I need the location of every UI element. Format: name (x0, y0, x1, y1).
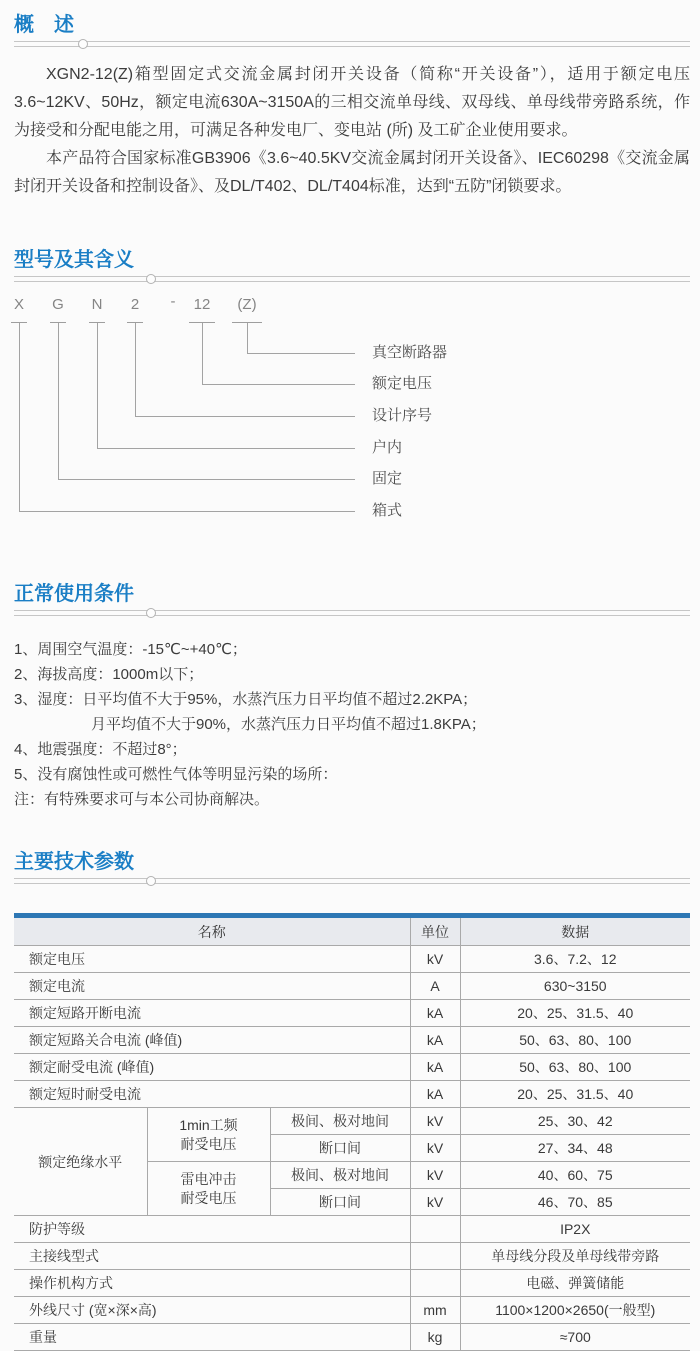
sub-row-name: 断口间 (270, 1189, 410, 1216)
section-overview-header (14, 12, 690, 47)
model-label-indoor: 户内 (372, 439, 403, 456)
row-unit: kA (410, 1027, 460, 1054)
table-row (14, 1243, 690, 1270)
table-row (14, 1270, 690, 1297)
row-unit: kV (410, 946, 460, 973)
row-data: 40、60、75 (460, 1162, 690, 1189)
header-data: 数据 (460, 918, 690, 946)
model-char-n: N (91, 296, 103, 313)
section-conditions-header (14, 581, 690, 616)
row-unit (410, 1216, 460, 1243)
conditions-list (14, 637, 690, 812)
row-data: ≈700 (460, 1324, 690, 1351)
row-unit: kA (410, 1081, 460, 1108)
row-data: 46、70、85 (460, 1189, 690, 1216)
row-name: 额定短路关合电流 (峰值) (14, 1027, 410, 1054)
row-data: 3.6、7.2、12 (460, 946, 690, 973)
row-unit: mm (410, 1297, 460, 1324)
connector-hline (135, 416, 355, 417)
condition-item-4: 4、地震强度：不超过8°； (14, 741, 187, 758)
model-char-z: (Z) (237, 296, 257, 313)
model-label-design-serial: 设计序号 (372, 407, 433, 424)
sub-row-name: 断口间 (270, 1135, 410, 1162)
row-name: 操作机构方式 (14, 1270, 410, 1297)
model-label-rated-voltage: 额定电压 (372, 375, 433, 392)
group-name-line1: 雷电冲击 (180, 1170, 237, 1187)
table-row (14, 1216, 690, 1243)
rule-circle-ornament (78, 39, 88, 49)
row-data: 50、63、80、100 (460, 1054, 690, 1081)
row-name: 重量 (14, 1324, 410, 1351)
insulation-level-cell: 额定绝缘水平 (14, 1108, 147, 1216)
condition-item-3-continued: 月平均值不大于90%，水蒸汽压力日平均值不超过1.8KPA； (91, 716, 486, 733)
rule-circle-ornament (146, 876, 156, 886)
model-char-2: 2 (130, 296, 140, 313)
parameters-table-wrap (14, 913, 690, 1351)
row-data: 50、63、80、100 (460, 1027, 690, 1054)
model-char-12: 12 (193, 296, 211, 313)
model-char-x: X (13, 296, 25, 313)
section-rule (14, 610, 690, 616)
row-name: 额定电压 (14, 946, 410, 973)
group-name-line2: 耐受电压 (180, 1189, 237, 1206)
section-title-model: 型号及其含义 (14, 249, 134, 271)
table-row (14, 973, 690, 1000)
model-char-dash: - (170, 293, 176, 310)
model-label-vacuum-breaker: 真空断路器 (372, 344, 448, 361)
overview-paragraph-2: 本产品符合国家标准GB3906《3.6~40.5KV交流金属封闭开关设备》、IEC60298《交流金属封闭开关设备和控制设备》、及DL/T402、DL/T404标准，达到“五防”闭锁要求。 (14, 150, 690, 195)
row-name: 额定耐受电流 (峰值) (14, 1054, 410, 1081)
section-title-conditions: 正常使用条件 (14, 583, 134, 605)
section-title-parameters: 主要技术参数 (14, 851, 134, 873)
condition-item-3: 3、湿度：日平均值不大于95%，水蒸汽压力日平均值不超过2.2KPA； (14, 691, 478, 708)
group-name-line1: 1min工频 (179, 1116, 238, 1133)
connector-hline (202, 384, 355, 385)
model-designation-diagram (13, 293, 690, 536)
row-data: 25、30、42 (460, 1108, 690, 1135)
row-name: 额定电流 (14, 973, 410, 1000)
section-rule (14, 878, 690, 884)
row-unit: kV (410, 1162, 460, 1189)
table-row (14, 946, 690, 973)
overview-paragraphs (14, 61, 690, 201)
group-name-line2: 耐受电压 (180, 1135, 237, 1152)
lightning-impulse-withstand-cell (147, 1162, 270, 1216)
sub-row-name: 极间、极对地间 (270, 1162, 410, 1189)
table-row (14, 1000, 690, 1027)
condition-item-1: 1、周围空气温度：-15℃~+40℃； (14, 641, 247, 658)
sub-row-name: 极间、极对地间 (270, 1108, 410, 1135)
table-row (14, 1324, 690, 1351)
row-data: 20、25、31.5、40 (460, 1000, 690, 1027)
table-row (14, 1297, 690, 1324)
rule-circle-ornament (146, 274, 156, 284)
row-unit: kA (410, 1054, 460, 1081)
row-unit (410, 1243, 460, 1270)
connector-vline-z (247, 323, 248, 353)
row-data: 27、34、48 (460, 1135, 690, 1162)
row-unit: kV (410, 1135, 460, 1162)
section-model-header (14, 247, 690, 282)
model-char-g: G (52, 296, 64, 313)
condition-item-5: 5、没有腐蚀性或可燃性气体等明显污染的场所： (14, 766, 338, 783)
condition-item-2: 2、海拔高度：1000m以下； (14, 666, 204, 683)
table-row (14, 1081, 690, 1108)
connector-vline-g (58, 323, 59, 479)
row-name: 外线尺寸 (宽×深×高) (14, 1297, 410, 1324)
row-unit: A (410, 973, 460, 1000)
row-name: 额定短时耐受电流 (14, 1081, 410, 1108)
connector-hline (58, 479, 355, 480)
row-data: IP2X (460, 1216, 690, 1243)
connector-vline-x (19, 323, 20, 511)
row-unit: kV (410, 1189, 460, 1216)
overview-paragraph-1: XGN2-12(Z)箱型固定式交流金属封闭开关设备（简称“开关设备”），适用于额定电压3.6~12KV、50Hz，额定电流630A~3150A的三相交流单母线、双母线、单母线带旁路系统，作为接受和分配电能之用，可满足各种发电厂、变电站 (所) 及工矿企业使用要求。 (14, 66, 690, 139)
row-data: 电磁、弹簧储能 (460, 1270, 690, 1297)
rule-circle-ornament (146, 608, 156, 618)
connector-vline-2 (135, 323, 136, 416)
connector-vline-n (97, 323, 98, 448)
power-frequency-withstand-cell (147, 1108, 270, 1162)
section-parameters-header (14, 849, 690, 884)
connector-vline-12 (202, 323, 203, 384)
connector-hline (247, 353, 355, 354)
row-name: 主接线型式 (14, 1243, 410, 1270)
model-label-fixed: 固定 (372, 470, 403, 487)
connector-hline (19, 511, 355, 512)
section-rule (14, 41, 690, 47)
connector-hline (97, 448, 355, 449)
row-data: 630~3150 (460, 973, 690, 1000)
condition-note: 注：有特殊要求可与本公司协商解决。 (14, 791, 270, 808)
row-name: 额定短路开断电流 (14, 1000, 410, 1027)
row-data: 1100×1200×2650(一般型) (460, 1297, 690, 1324)
row-name: 防护等级 (14, 1216, 410, 1243)
table-header-row (14, 918, 690, 946)
row-unit: kg (410, 1324, 460, 1351)
row-unit (410, 1270, 460, 1297)
table-row-insulation (14, 1108, 690, 1135)
row-data: 单母线分段及单母线带旁路 (460, 1243, 690, 1270)
row-data: 20、25、31.5、40 (460, 1081, 690, 1108)
table-row (14, 1027, 690, 1054)
row-unit: kV (410, 1108, 460, 1135)
section-rule (14, 276, 690, 282)
model-label-box-type: 箱式 (372, 502, 403, 519)
table-row (14, 1054, 690, 1081)
parameters-table (14, 918, 690, 1351)
row-unit: kA (410, 1000, 460, 1027)
section-title-overview: 概 述 (14, 14, 74, 36)
header-name: 名称 (14, 918, 410, 946)
header-unit: 单位 (410, 918, 460, 946)
